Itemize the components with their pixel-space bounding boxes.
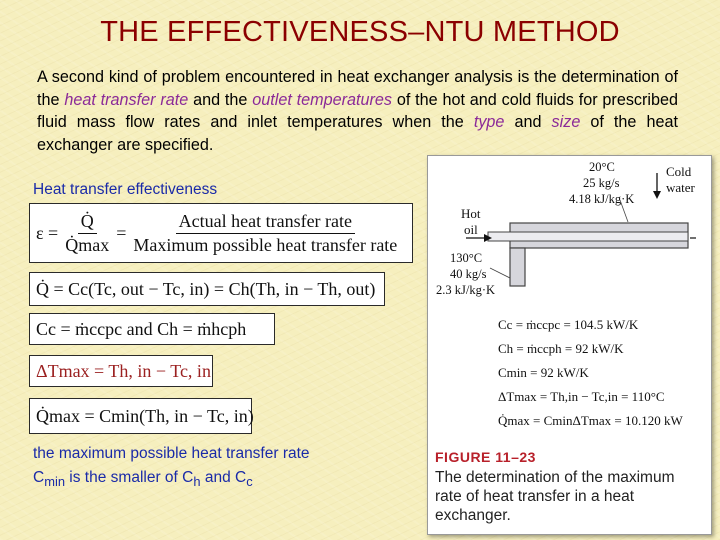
hot-leader <box>490 268 510 278</box>
cold-cp-label: 4.18 kJ/kg·K <box>569 192 635 206</box>
note-max-rate: the maximum possible heat transfer rate <box>33 445 310 462</box>
slide-title: THE EFFECTIVENESS–NTU METHOD <box>100 16 620 48</box>
figure-title: FIGURE 11–23 <box>435 449 536 465</box>
effectiveness-equation <box>29 203 413 263</box>
intro-text-5: of the heat exchanger are specified. <box>37 113 678 154</box>
eq1-frac2-den: Maximum possible heat transfer rate <box>133 234 398 255</box>
hot-flow-label: 40 kg/s <box>450 267 487 281</box>
calc-line-cmin: Cmin = 92 kW/K <box>498 365 589 380</box>
delta-t-max-equation <box>29 355 213 387</box>
calc-line-qmax: Q̇max = CminΔTmax = 10.120 kW <box>498 413 683 428</box>
calc-line-cc: Cc = ṁccpc = 104.5 kW/K <box>498 317 639 332</box>
hot-temp-label: 130°C <box>450 251 483 265</box>
cold-flow-label: 25 kg/s <box>583 176 620 190</box>
calc-line-dtmax: ΔTmax = Th,in − Tc,in = 110°C <box>498 389 665 404</box>
intro-text-1: A second kind of problem encountered in heat exchanger analysis is the determination of the <box>37 68 678 109</box>
effectiveness-heading: Heat transfer effectiveness <box>33 181 218 198</box>
highlight-heat-transfer-rate: heat transfer rate <box>64 90 189 109</box>
eq1-frac1-num: Q̇ <box>78 211 97 234</box>
eq5-text: Q̇max = Cmin(Th, in − Tc, in) <box>36 405 254 426</box>
hot-oil-outlet-nozzle <box>510 248 525 286</box>
eq1-frac2-num: Actual heat transfer rate <box>176 211 355 234</box>
eq1-fraction-2 <box>130 211 400 256</box>
hot-label-1: Hot <box>461 206 481 221</box>
heat-rate-equation <box>29 272 385 306</box>
cold-label-2: water <box>666 180 695 195</box>
eq1-fraction-1 <box>62 211 112 256</box>
hot-cp-label: 2.3 kJ/kg·K <box>436 283 496 297</box>
highlight-type: type <box>473 113 505 131</box>
eq4-text: ΔTmax = Th, in − Tc, in <box>36 360 211 381</box>
intro-text-3: of the hot and cold fluids for prescribed fluid mass flow rates and inlet temperatures when the <box>37 90 679 131</box>
highlight-size: size <box>551 113 581 131</box>
calc-line-ch: Ch = ṁccph = 92 kW/K <box>498 341 624 356</box>
eq1-frac1-den: Q̇max <box>65 234 110 255</box>
cold-temp-label: 20°C <box>589 160 615 174</box>
figure-caption: The determination of the maximum rate of heat transfer in a heat exchanger. <box>435 469 675 524</box>
inner-tube <box>488 232 688 241</box>
intro-text-2: and the <box>188 90 253 109</box>
eq1-equals: = <box>116 222 127 243</box>
figure-panel <box>427 155 712 535</box>
intro-text-4: and <box>504 113 552 131</box>
cold-label-1: Cold <box>666 164 692 179</box>
capacity-rate-equation <box>29 313 275 345</box>
highlight-outlet-temperatures: outlet temperatures <box>252 90 393 109</box>
note-cmin: $C_{min}$ is the smaller of $C_h$ and $C_c$ <box>33 469 253 490</box>
q-max-equation <box>29 398 252 434</box>
hot-label-2: oil <box>464 222 478 237</box>
eq1-lhs: ε = <box>36 222 59 243</box>
eq2-text: Q̇ = Cc(Tc, out − Tc, in) = Ch(Th, in − Th, out) <box>36 278 376 299</box>
eq3-text: Cc = ṁccpc and Ch = ṁhcph <box>36 318 247 339</box>
cold-water-arrowhead <box>653 191 661 199</box>
intro-paragraph <box>37 66 678 156</box>
